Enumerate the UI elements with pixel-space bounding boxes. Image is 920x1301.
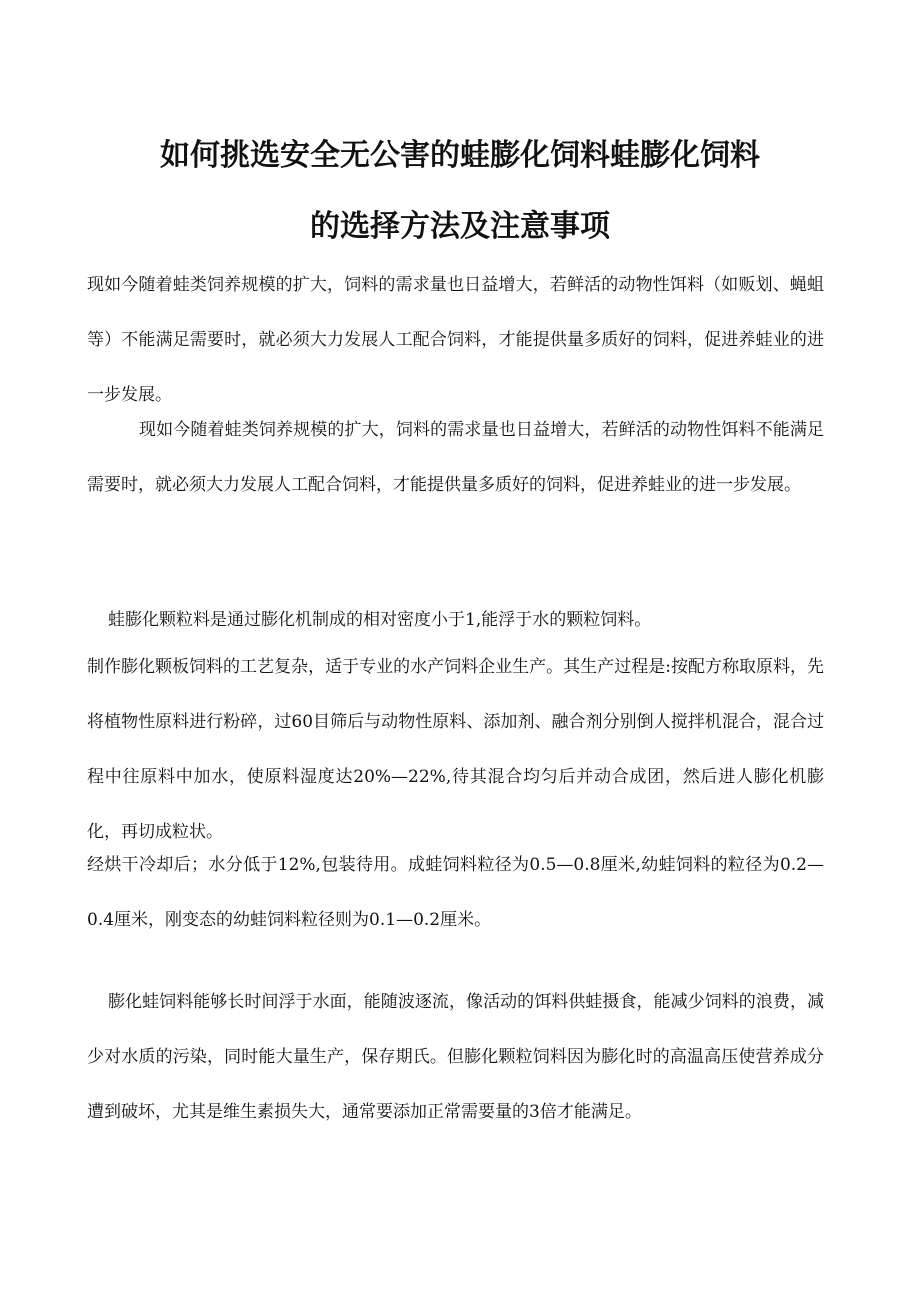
paragraph-1: 现如今随着蛙类饲养规模的扩大，饲料的需求量也日益增大，若鲜活的动物性饵料（如贩划、蝇蛆等）不能满足需要时，就必须大力发展人工配合饲料，才能提供量多质好的饲料，促进养蛙业的进一步发展。 [87,275,824,405]
document-title-line-2: 的选择方法及注意事项 [310,209,610,244]
paragraph-5: 经烘干冷却后；水分低于12%,包装待用。成蛙饲料粒径为0.5—0.8厘米,幼蛙饲料的粒径为0.2—0.4厘米，刚变态的幼蛙饲料粒径则为0.1—0.2厘米。 [87,855,824,930]
paragraph-3: 蛙膨化颗粒料是通过膨化机制成的相对密度小于1,能浮于水的颗粒饲料。 [108,610,652,630]
document-title-line-1: 如何挑选安全无公害的蛙膨化饲料蛙膨化饲料 [160,138,760,173]
paragraph-4: 制作膨化颗板饲料的工艺复杂，适于专业的水产饲料企业生产。其生产过程是:按配方称取原料，先将植物性原料进行粉碎，过60目筛后与动物性原料、添加剂、融合剂分别倒人搅拌机混合，混合过程中往原料中加水，使原料湿度达20%—22%,待其混合均匀后并动合成团，然后进人膨化机膨化，再切成粒状。 [87,657,824,842]
paragraph-2: 现如今随着蛙类饲养规模的扩大，饲料的需求量也日益增大，若鲜活的动物性饵料不能满足需要时，就必须大力发展人工配合饲料，才能提供量多质好的饲料，促进养蛙业的进一步发展。 [87,420,824,495]
paragraph-6: 膨化蛙饲料能够长时间浮于水面，能随波逐流，像活动的饵料供蛙摄食，能减少饲料的浪费，减少对水质的污染，同时能大量生产，保存期氏。但膨化颗粒饲料因为膨化时的高温高压使营养成分遭到破坏，尤其是维生素损失大，通常要添加正常需要量的3倍才能满足。 [87,992,824,1122]
